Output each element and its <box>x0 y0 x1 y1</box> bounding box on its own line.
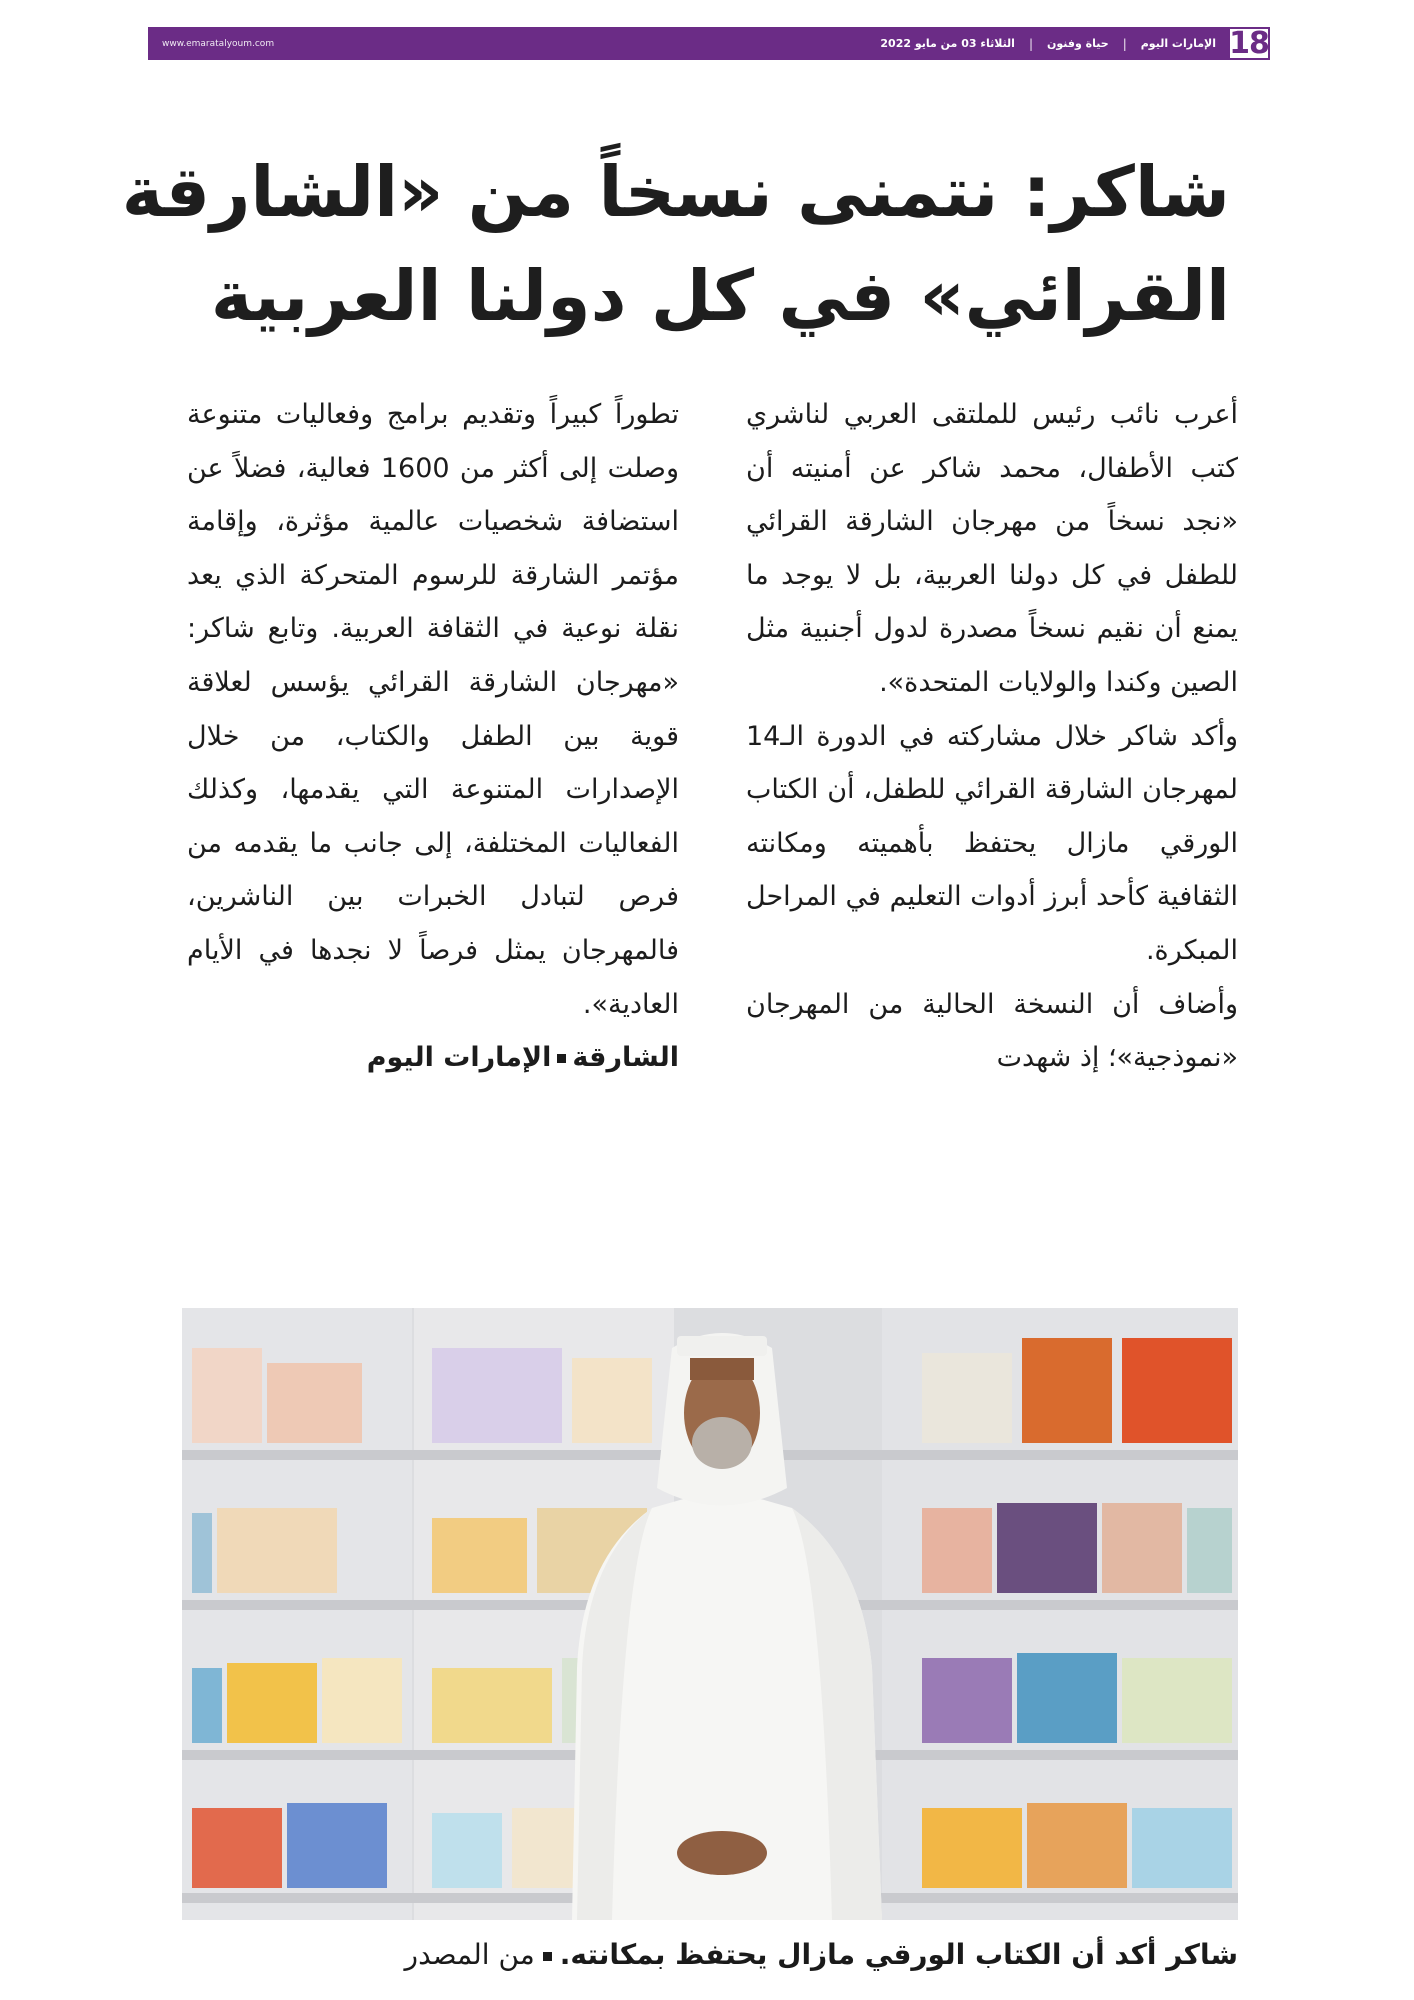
bookstore-photo-illustration <box>182 1308 1238 1920</box>
page-number: 18 <box>1229 26 1269 61</box>
header-separator: | <box>1028 36 1034 51</box>
paragraph: وأضاف أن النسخة الحالية من المهرجان «نموذجية»؛ إذ شهدت <box>746 988 1238 1074</box>
newspaper-name: الإمارات اليوم <box>1140 37 1216 50</box>
paragraph: وأكد شاكر خلال مشاركته في الدورة الـ14 لمهرجان الشارقة القرائي للطفل، أن الكتاب الورقي مازال يحتفظ بأهميته ومكانته الثقافية كأحد أبرز أدوات التعليم في المراحل المبكرة. <box>746 720 1238 966</box>
header-separator: | <box>1122 36 1127 51</box>
square-bullet-icon <box>557 1054 566 1063</box>
headline-line-2: القرائي» في كل دولنا العربية <box>210 255 1230 337</box>
caption-text: شاكر أكد أن الكتاب الورقي مازال يحتفظ بمكانته. <box>559 1938 1238 1971</box>
byline-source: الإمارات اليوم <box>366 1042 552 1074</box>
website-url: www.emaratalyoum.com <box>162 38 275 49</box>
photo-credit: من المصدر <box>404 1938 535 1971</box>
article-photo <box>182 1308 1238 1920</box>
article-column-left <box>187 388 679 1085</box>
article-column-right <box>746 388 1238 1085</box>
byline-place: الشارقة <box>572 1042 679 1074</box>
article-headline <box>121 140 1230 348</box>
paragraph: أعرب نائب رئيس للملتقى العربي لناشري كتب الأطفال، محمد شاكر عن أمنيته أن «نجد نسخاً من مهرجان الشارقة القرائي للطفل في كل دولنا العربية، بل لا يوجد ما يمنع أن نقيم نسخاً مصدرة لدول أجنبية مثل الصين وكندا والولايات المتحدة». <box>746 399 1238 698</box>
page-header-bar <box>148 27 1270 60</box>
issue-date: الثلاثاء 03 من مايو 2022 <box>880 37 1015 50</box>
byline <box>187 1031 679 1085</box>
headline-line-1: شاكر: نتمنى نسخاً من «الشارقة <box>121 151 1230 233</box>
photo-caption <box>178 1935 1238 1975</box>
paragraph: تطوراً كبيراً وتقديم برامج وفعاليات متنوعة وصلت إلى أكثر من 1600 فعالية، فضلاً عن استضافة شخصيات عالمية مؤثرة، وإقامة مؤتمر الشارقة للرسوم المتحركة الذي يعد نقلة نوعية في الثقافة العربية. وتابع شاكر: «مهرجان الشارقة القرائي يؤسس لعلاقة قوية بين الطفل والكتاب، من خلال الإصدارات المتنوعة التي يقدمها، وكذلك الفعاليات المختلفة، إلى جانب ما يقدمه من فرص لتبادل الخبرات بين الناشرين، فالمهرجان يمثل فرصاً لا نجدها في الأيام العادية». <box>187 399 679 1020</box>
section-name: حياة وفنون <box>1047 37 1109 50</box>
square-bullet-icon <box>543 1952 552 1961</box>
